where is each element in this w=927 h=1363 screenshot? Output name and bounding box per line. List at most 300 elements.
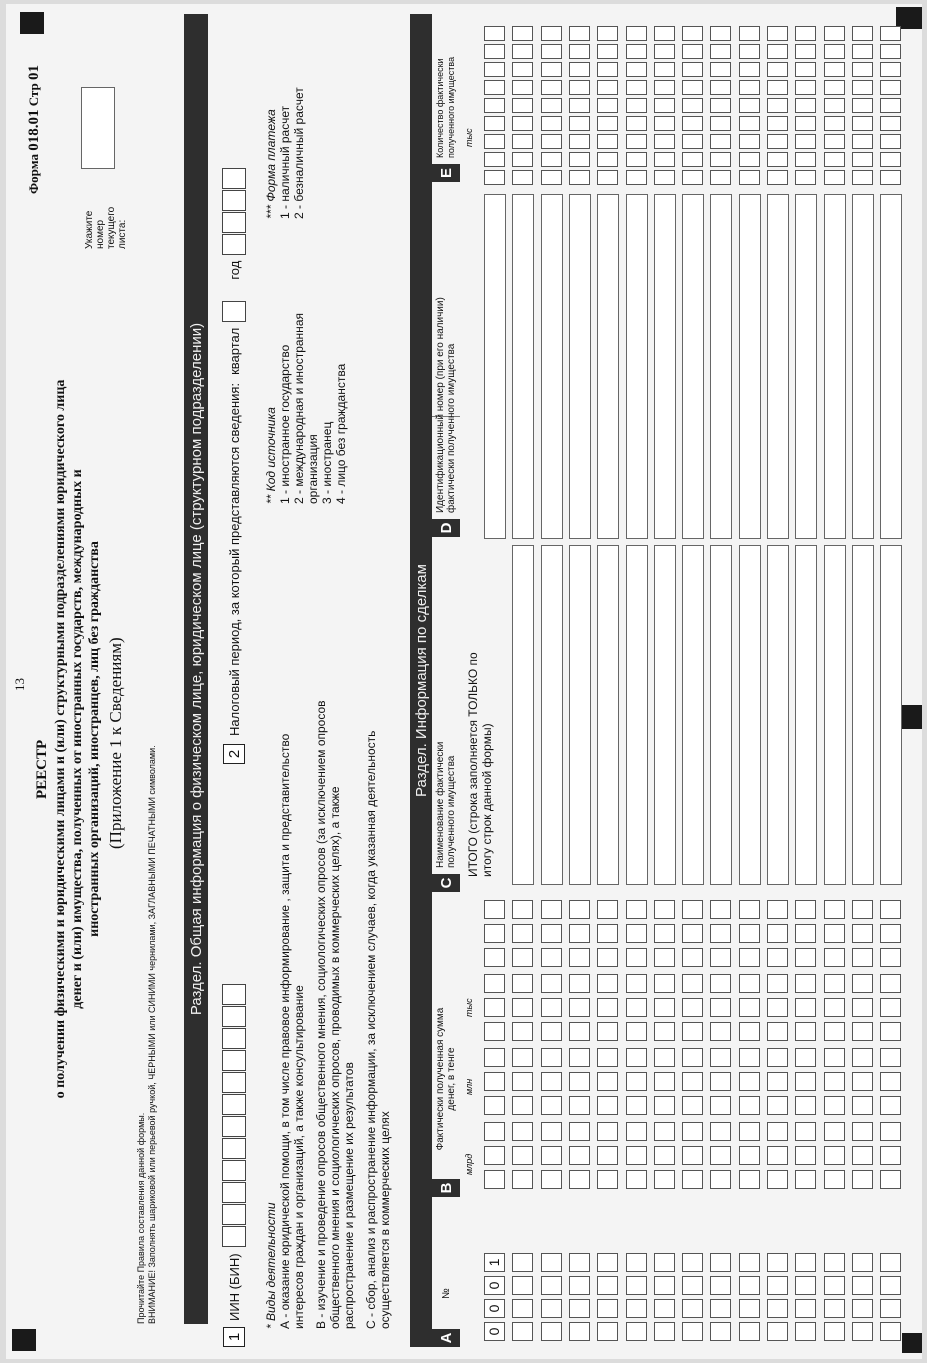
amount-digit-cell[interactable] [852, 974, 873, 993]
amount-digit-cell[interactable] [767, 948, 788, 967]
quantity-digit-cell[interactable] [512, 170, 533, 185]
amount-digit-cell[interactable] [767, 1170, 788, 1189]
amount-digit-cell[interactable] [626, 974, 647, 993]
quantity-digit-cell[interactable] [512, 44, 533, 59]
property-name-input[interactable] [512, 545, 534, 885]
quantity-digit-cell[interactable] [824, 116, 845, 131]
row-number-cell[interactable] [824, 1276, 845, 1295]
amount-digit-cell[interactable] [880, 1146, 901, 1165]
quantity-digit-cell[interactable] [852, 62, 873, 77]
amount-digit-cell[interactable] [710, 948, 731, 967]
amount-digit-cell[interactable] [880, 1072, 901, 1091]
amount-digit-cell[interactable] [795, 998, 816, 1017]
amount-digit-cell[interactable] [880, 924, 901, 943]
amount-digit-cell[interactable] [710, 998, 731, 1017]
quantity-digit-cell[interactable] [880, 44, 901, 59]
amount-digit-cell[interactable] [541, 1096, 562, 1115]
iin-digit-box[interactable] [222, 1204, 246, 1225]
quantity-digit-cell[interactable] [569, 62, 590, 77]
amount-digit-cell[interactable] [569, 1072, 590, 1091]
row-number-cell[interactable] [710, 1322, 731, 1341]
quantity-digit-cell[interactable] [795, 134, 816, 149]
quantity-digit-cell[interactable] [654, 134, 675, 149]
quantity-digit-cell[interactable] [852, 44, 873, 59]
amount-digit-cell[interactable] [739, 974, 760, 993]
amount-digit-cell[interactable] [512, 974, 533, 993]
amount-digit-cell[interactable] [597, 948, 618, 967]
quantity-digit-cell[interactable] [739, 134, 760, 149]
quantity-digit-cell[interactable] [597, 116, 618, 131]
quantity-digit-cell[interactable] [824, 44, 845, 59]
quantity-digit-cell[interactable] [795, 116, 816, 131]
amount-digit-cell[interactable] [597, 1122, 618, 1141]
property-id-input[interactable] [767, 194, 789, 539]
amount-digit-cell[interactable] [626, 900, 647, 919]
quantity-digit-cell[interactable] [654, 170, 675, 185]
row-number-cell[interactable] [569, 1299, 590, 1318]
amount-digit-cell[interactable] [682, 1048, 703, 1067]
quantity-digit-cell[interactable] [654, 80, 675, 95]
quantity-digit-cell[interactable] [484, 98, 505, 113]
amount-digit-cell[interactable] [654, 948, 675, 967]
amount-digit-cell[interactable] [597, 998, 618, 1017]
amount-digit-cell[interactable] [597, 1072, 618, 1091]
amount-digit-cell[interactable] [880, 998, 901, 1017]
amount-digit-cell[interactable] [484, 1048, 505, 1067]
quantity-digit-cell[interactable] [682, 152, 703, 167]
amount-digit-cell[interactable] [512, 1096, 533, 1115]
amount-digit-cell[interactable] [682, 1146, 703, 1165]
quantity-digit-cell[interactable] [597, 98, 618, 113]
row-number-cell[interactable] [852, 1276, 873, 1295]
amount-digit-cell[interactable] [654, 1122, 675, 1141]
amount-digit-cell[interactable] [484, 1122, 505, 1141]
quantity-digit-cell[interactable] [682, 26, 703, 41]
property-name-input[interactable] [654, 545, 676, 885]
amount-digit-cell[interactable] [541, 948, 562, 967]
row-number-cell[interactable] [626, 1276, 647, 1295]
row-number-cell[interactable] [824, 1299, 845, 1318]
amount-digit-cell[interactable] [767, 1022, 788, 1041]
amount-digit-cell[interactable] [880, 1022, 901, 1041]
amount-digit-cell[interactable] [824, 1146, 845, 1165]
row-number-cell[interactable] [512, 1276, 533, 1295]
row-number-cell[interactable] [654, 1276, 675, 1295]
property-id-input[interactable] [512, 194, 534, 539]
row-number-cell[interactable] [512, 1253, 533, 1272]
row-number-cell[interactable]: 0 [484, 1276, 505, 1295]
year-digit-box[interactable] [222, 190, 246, 211]
property-name-input[interactable] [682, 545, 704, 885]
quantity-digit-cell[interactable] [682, 116, 703, 131]
row-number-cell[interactable] [852, 1322, 873, 1341]
quantity-digit-cell[interactable] [484, 152, 505, 167]
row-number-cell[interactable]: 0 [484, 1299, 505, 1318]
amount-digit-cell[interactable] [682, 1096, 703, 1115]
amount-digit-cell[interactable] [626, 1048, 647, 1067]
quantity-digit-cell[interactable] [824, 62, 845, 77]
amount-digit-cell[interactable] [512, 1170, 533, 1189]
property-name-input[interactable] [626, 545, 648, 885]
amount-digit-cell[interactable] [739, 924, 760, 943]
quantity-digit-cell[interactable] [739, 98, 760, 113]
quantity-digit-cell[interactable] [541, 116, 562, 131]
quantity-digit-cell[interactable] [852, 134, 873, 149]
quantity-digit-cell[interactable] [541, 80, 562, 95]
amount-digit-cell[interactable] [682, 1022, 703, 1041]
amount-digit-cell[interactable] [569, 974, 590, 993]
amount-digit-cell[interactable] [541, 1072, 562, 1091]
amount-digit-cell[interactable] [795, 1146, 816, 1165]
quantity-digit-cell[interactable] [484, 80, 505, 95]
quantity-digit-cell[interactable] [569, 134, 590, 149]
amount-digit-cell[interactable] [541, 974, 562, 993]
amount-digit-cell[interactable] [541, 924, 562, 943]
amount-digit-cell[interactable] [654, 1146, 675, 1165]
quantity-digit-cell[interactable] [597, 152, 618, 167]
property-id-input[interactable] [852, 194, 874, 539]
quantity-digit-cell[interactable] [795, 26, 816, 41]
property-id-input[interactable] [710, 194, 732, 539]
quantity-digit-cell[interactable] [767, 98, 788, 113]
row-number-cell[interactable] [626, 1322, 647, 1341]
quantity-digit-cell[interactable] [626, 62, 647, 77]
amount-digit-cell[interactable] [682, 1122, 703, 1141]
amount-digit-cell[interactable] [710, 1122, 731, 1141]
amount-digit-cell[interactable] [824, 924, 845, 943]
quantity-digit-cell[interactable] [710, 116, 731, 131]
amount-digit-cell[interactable] [852, 900, 873, 919]
quantity-digit-cell[interactable] [626, 152, 647, 167]
row-number-cell[interactable] [597, 1322, 618, 1341]
amount-digit-cell[interactable] [795, 974, 816, 993]
amount-digit-cell[interactable] [654, 1048, 675, 1067]
quantity-digit-cell[interactable] [512, 134, 533, 149]
amount-digit-cell[interactable] [795, 948, 816, 967]
row-number-cell[interactable] [880, 1322, 901, 1341]
amount-digit-cell[interactable] [795, 1170, 816, 1189]
property-id-input[interactable] [880, 194, 902, 539]
quantity-digit-cell[interactable] [484, 26, 505, 41]
year-digit-box[interactable] [222, 234, 246, 255]
amount-digit-cell[interactable] [512, 1122, 533, 1141]
property-id-input[interactable] [484, 194, 506, 539]
quantity-digit-cell[interactable] [682, 44, 703, 59]
amount-digit-cell[interactable] [824, 998, 845, 1017]
amount-digit-cell[interactable] [654, 924, 675, 943]
row-number-cell[interactable] [541, 1322, 562, 1341]
amount-digit-cell[interactable] [654, 1022, 675, 1041]
amount-digit-cell[interactable] [626, 1096, 647, 1115]
quantity-digit-cell[interactable] [484, 44, 505, 59]
property-id-input[interactable] [824, 194, 846, 539]
quantity-digit-cell[interactable] [597, 80, 618, 95]
quantity-digit-cell[interactable] [767, 170, 788, 185]
property-id-input[interactable] [597, 194, 619, 539]
amount-digit-cell[interactable] [767, 900, 788, 919]
amount-digit-cell[interactable] [739, 1096, 760, 1115]
quantity-digit-cell[interactable] [654, 26, 675, 41]
amount-digit-cell[interactable] [682, 948, 703, 967]
property-name-input[interactable] [739, 545, 761, 885]
amount-digit-cell[interactable] [541, 1022, 562, 1041]
quantity-digit-cell[interactable] [710, 170, 731, 185]
quantity-digit-cell[interactable] [512, 80, 533, 95]
quantity-digit-cell[interactable] [626, 116, 647, 131]
quantity-digit-cell[interactable] [597, 62, 618, 77]
amount-digit-cell[interactable] [767, 1072, 788, 1091]
row-number-cell[interactable] [654, 1253, 675, 1272]
amount-digit-cell[interactable] [484, 974, 505, 993]
row-number-cell[interactable] [682, 1276, 703, 1295]
row-number-cell[interactable] [739, 1276, 760, 1295]
amount-digit-cell[interactable] [767, 1048, 788, 1067]
quantity-digit-cell[interactable] [852, 170, 873, 185]
amount-digit-cell[interactable] [852, 924, 873, 943]
amount-digit-cell[interactable] [682, 1170, 703, 1189]
amount-digit-cell[interactable] [626, 1122, 647, 1141]
amount-digit-cell[interactable] [597, 974, 618, 993]
quantity-digit-cell[interactable] [880, 116, 901, 131]
row-number-cell[interactable] [795, 1253, 816, 1272]
quarter-input[interactable] [222, 301, 246, 322]
amount-digit-cell[interactable] [710, 1022, 731, 1041]
amount-digit-cell[interactable] [512, 1072, 533, 1091]
quantity-digit-cell[interactable] [739, 44, 760, 59]
quantity-digit-cell[interactable] [626, 98, 647, 113]
row-number-cell[interactable] [852, 1253, 873, 1272]
quantity-digit-cell[interactable] [569, 26, 590, 41]
amount-digit-cell[interactable] [852, 1170, 873, 1189]
quantity-digit-cell[interactable] [569, 80, 590, 95]
quantity-digit-cell[interactable] [767, 44, 788, 59]
amount-digit-cell[interactable] [682, 924, 703, 943]
amount-digit-cell[interactable] [484, 1072, 505, 1091]
quantity-digit-cell[interactable] [824, 80, 845, 95]
amount-digit-cell[interactable] [795, 1072, 816, 1091]
quantity-digit-cell[interactable] [541, 152, 562, 167]
quantity-digit-cell[interactable] [541, 98, 562, 113]
row-number-cell[interactable] [767, 1299, 788, 1318]
row-number-cell[interactable] [682, 1322, 703, 1341]
amount-digit-cell[interactable] [710, 1170, 731, 1189]
quantity-digit-cell[interactable] [541, 26, 562, 41]
amount-digit-cell[interactable] [626, 1072, 647, 1091]
quantity-digit-cell[interactable] [852, 152, 873, 167]
quantity-digit-cell[interactable] [739, 26, 760, 41]
row-number-cell[interactable] [795, 1299, 816, 1318]
amount-digit-cell[interactable] [569, 1146, 590, 1165]
quantity-digit-cell[interactable] [795, 44, 816, 59]
amount-digit-cell[interactable] [597, 1096, 618, 1115]
amount-digit-cell[interactable] [880, 1122, 901, 1141]
quantity-digit-cell[interactable] [541, 62, 562, 77]
amount-digit-cell[interactable] [597, 1146, 618, 1165]
amount-digit-cell[interactable] [710, 924, 731, 943]
property-id-input[interactable] [541, 194, 563, 539]
row-number-cell[interactable] [824, 1322, 845, 1341]
amount-digit-cell[interactable] [852, 1022, 873, 1041]
quantity-digit-cell[interactable] [569, 152, 590, 167]
amount-digit-cell[interactable] [626, 948, 647, 967]
amount-digit-cell[interactable] [710, 1096, 731, 1115]
amount-digit-cell[interactable] [512, 998, 533, 1017]
row-number-cell[interactable] [739, 1299, 760, 1318]
amount-digit-cell[interactable] [739, 998, 760, 1017]
amount-digit-cell[interactable] [767, 924, 788, 943]
quantity-digit-cell[interactable] [880, 26, 901, 41]
property-id-input[interactable] [626, 194, 648, 539]
amount-digit-cell[interactable] [767, 998, 788, 1017]
quantity-digit-cell[interactable] [739, 170, 760, 185]
quantity-digit-cell[interactable] [824, 152, 845, 167]
property-name-input[interactable] [597, 545, 619, 885]
amount-digit-cell[interactable] [484, 1170, 505, 1189]
iin-digit-box[interactable] [222, 1006, 246, 1027]
amount-digit-cell[interactable] [682, 998, 703, 1017]
amount-digit-cell[interactable] [626, 1170, 647, 1189]
amount-digit-cell[interactable] [569, 1122, 590, 1141]
amount-digit-cell[interactable] [484, 924, 505, 943]
row-number-cell[interactable] [569, 1322, 590, 1341]
quantity-digit-cell[interactable] [880, 98, 901, 113]
quantity-digit-cell[interactable] [880, 170, 901, 185]
amount-digit-cell[interactable] [880, 1170, 901, 1189]
amount-digit-cell[interactable] [824, 1122, 845, 1141]
amount-digit-cell[interactable] [484, 998, 505, 1017]
quantity-digit-cell[interactable] [654, 152, 675, 167]
amount-digit-cell[interactable] [484, 948, 505, 967]
property-name-input[interactable] [710, 545, 732, 885]
quantity-digit-cell[interactable] [484, 134, 505, 149]
quantity-digit-cell[interactable] [739, 80, 760, 95]
quantity-digit-cell[interactable] [824, 98, 845, 113]
amount-digit-cell[interactable] [569, 998, 590, 1017]
amount-digit-cell[interactable] [852, 948, 873, 967]
amount-digit-cell[interactable] [880, 900, 901, 919]
amount-digit-cell[interactable] [569, 1170, 590, 1189]
quantity-digit-cell[interactable] [880, 152, 901, 167]
quantity-digit-cell[interactable] [626, 44, 647, 59]
amount-digit-cell[interactable] [512, 1146, 533, 1165]
row-number-cell[interactable] [597, 1299, 618, 1318]
quantity-digit-cell[interactable] [682, 134, 703, 149]
quantity-digit-cell[interactable] [569, 116, 590, 131]
quantity-digit-cell[interactable] [767, 134, 788, 149]
amount-digit-cell[interactable] [626, 1146, 647, 1165]
property-name-input[interactable] [880, 545, 902, 885]
amount-digit-cell[interactable] [880, 1048, 901, 1067]
quantity-digit-cell[interactable] [767, 62, 788, 77]
amount-digit-cell[interactable] [710, 1146, 731, 1165]
quantity-digit-cell[interactable] [739, 152, 760, 167]
quantity-digit-cell[interactable] [512, 116, 533, 131]
row-number-cell[interactable] [569, 1276, 590, 1295]
amount-digit-cell[interactable] [682, 1072, 703, 1091]
quantity-digit-cell[interactable] [484, 170, 505, 185]
amount-digit-cell[interactable] [824, 1170, 845, 1189]
quantity-digit-cell[interactable] [795, 152, 816, 167]
quantity-digit-cell[interactable] [710, 44, 731, 59]
quantity-digit-cell[interactable] [484, 62, 505, 77]
quantity-digit-cell[interactable] [626, 26, 647, 41]
amount-digit-cell[interactable] [654, 1096, 675, 1115]
quantity-digit-cell[interactable] [541, 134, 562, 149]
amount-digit-cell[interactable] [682, 900, 703, 919]
iin-digit-box[interactable] [222, 1226, 246, 1247]
iin-digit-box[interactable] [222, 1160, 246, 1181]
quantity-digit-cell[interactable] [541, 44, 562, 59]
quantity-digit-cell[interactable] [569, 170, 590, 185]
property-name-input[interactable] [541, 545, 563, 885]
quantity-digit-cell[interactable] [626, 134, 647, 149]
amount-digit-cell[interactable] [541, 1048, 562, 1067]
quantity-digit-cell[interactable] [880, 80, 901, 95]
row-number-cell[interactable] [880, 1276, 901, 1295]
amount-digit-cell[interactable] [626, 998, 647, 1017]
row-number-cell[interactable] [880, 1299, 901, 1318]
amount-digit-cell[interactable] [682, 974, 703, 993]
amount-digit-cell[interactable] [512, 1048, 533, 1067]
quantity-digit-cell[interactable] [597, 44, 618, 59]
sheet-number-input[interactable] [81, 87, 115, 169]
quantity-digit-cell[interactable] [569, 44, 590, 59]
amount-digit-cell[interactable] [739, 948, 760, 967]
amount-digit-cell[interactable] [852, 1072, 873, 1091]
amount-digit-cell[interactable] [767, 1146, 788, 1165]
amount-digit-cell[interactable] [512, 1022, 533, 1041]
row-number-cell[interactable] [767, 1322, 788, 1341]
quantity-digit-cell[interactable] [597, 134, 618, 149]
property-id-input[interactable] [739, 194, 761, 539]
property-id-input[interactable] [682, 194, 704, 539]
row-number-cell[interactable] [739, 1253, 760, 1272]
quantity-digit-cell[interactable] [682, 98, 703, 113]
quantity-digit-cell[interactable] [710, 152, 731, 167]
quantity-digit-cell[interactable] [484, 116, 505, 131]
amount-digit-cell[interactable] [569, 924, 590, 943]
amount-digit-cell[interactable] [541, 900, 562, 919]
amount-digit-cell[interactable] [569, 900, 590, 919]
amount-digit-cell[interactable] [597, 924, 618, 943]
quantity-digit-cell[interactable] [569, 98, 590, 113]
row-number-cell[interactable] [710, 1276, 731, 1295]
quantity-digit-cell[interactable] [626, 80, 647, 95]
row-number-cell[interactable] [626, 1299, 647, 1318]
row-number-cell[interactable] [852, 1299, 873, 1318]
amount-digit-cell[interactable] [654, 900, 675, 919]
amount-digit-cell[interactable] [795, 924, 816, 943]
quantity-digit-cell[interactable] [767, 152, 788, 167]
quantity-digit-cell[interactable] [767, 26, 788, 41]
quantity-digit-cell[interactable] [654, 44, 675, 59]
row-number-cell[interactable] [654, 1322, 675, 1341]
row-number-cell[interactable] [654, 1299, 675, 1318]
row-number-cell[interactable] [541, 1253, 562, 1272]
amount-digit-cell[interactable] [795, 1122, 816, 1141]
row-number-cell[interactable] [795, 1322, 816, 1341]
row-number-cell[interactable] [767, 1276, 788, 1295]
quantity-digit-cell[interactable] [824, 134, 845, 149]
iin-digit-box[interactable] [222, 1050, 246, 1071]
amount-digit-cell[interactable] [795, 900, 816, 919]
amount-digit-cell[interactable] [767, 1122, 788, 1141]
amount-digit-cell[interactable] [852, 1048, 873, 1067]
amount-digit-cell[interactable] [484, 1096, 505, 1115]
amount-digit-cell[interactable] [739, 1048, 760, 1067]
amount-digit-cell[interactable] [824, 948, 845, 967]
amount-digit-cell[interactable] [597, 1170, 618, 1189]
